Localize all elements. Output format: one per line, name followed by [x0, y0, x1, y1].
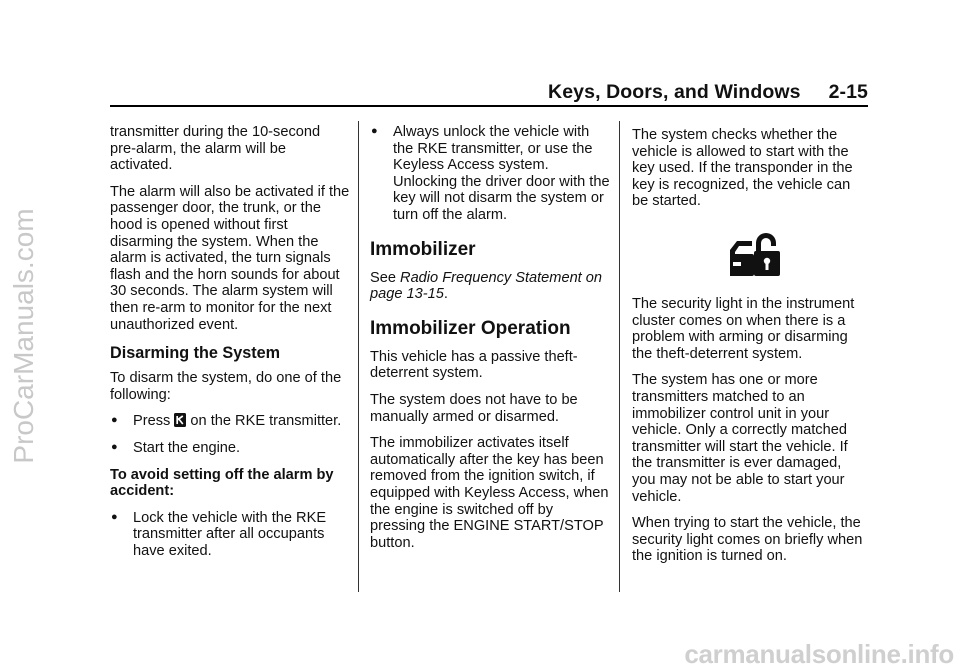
paragraph: transmitter during the 10-second pre-alarm, the alarm will be activated.: [110, 124, 321, 174]
cross-reference-link[interactable]: Radio Frequency Statement on page 13-15: [370, 269, 603, 303]
heading-immobilizer-operation: Immobilizer Operation: [370, 317, 571, 339]
bullet-text-pre: Press: [133, 413, 175, 430]
bullet-item: [110, 510, 350, 560]
bullet-icon: ●: [111, 510, 118, 523]
paragraph: The alarm will also be activated if the passenger door, the trunk, or the hood is opened without first disarming the system. When the alarm is activated, the turn signals flash and the horn sounds for about 30 seconds. The alarm system will then re-arm to monitor for the next unauthorized event.: [110, 183, 350, 333]
column-1: [110, 124, 350, 569]
security-light-icon: [728, 232, 782, 278]
bullet-text: Lock the vehicle with the RKE transmitter after all occupants have exited.: [133, 509, 327, 559]
paragraph: The security light in the instrument cluster comes on when there is a problem with arming or disarming the theft-deterrent system.: [632, 295, 855, 362]
section-title: Keys, Doors, and Windows: [548, 81, 801, 103]
heading-immobilizer: Immobilizer: [370, 238, 476, 260]
page-header: [110, 80, 868, 104]
column-divider-1: [358, 121, 359, 592]
heading-disarming: Disarming the System: [110, 344, 281, 363]
bullet-text: Start the engine.: [133, 439, 241, 456]
bullet-item: [110, 413, 350, 430]
paragraph: The immobilizer activates itself automatically after the key has been removed from the ignition switch, if equipped with Keyless Access, when the engine is switched off by pressing the ENGINE START/STOP button.: [370, 435, 609, 551]
see-end: .: [443, 286, 448, 303]
column-3: [632, 127, 868, 575]
paragraph: The system checks whether the vehicle is allowed to start with the key used. If the transponder in the key is recognized, the vehicle can be started.: [632, 127, 853, 210]
column-divider-2: [619, 121, 620, 592]
bold-paragraph: To avoid setting off the alarm by accident:: [110, 466, 334, 500]
bullet-text: Always unlock the vehicle with the RKE transmitter, or use the Keyless Access system. Unlocking the driver door with the key will not disarm the system or turn off the alarm.: [393, 124, 610, 223]
paragraph: To disarm the system, do one of the following:: [110, 370, 342, 403]
paragraph: This vehicle has a passive theft-deterrent system.: [370, 348, 578, 382]
bottom-watermark: carmanualsonline.info: [684, 639, 954, 669]
column-2: [370, 124, 610, 561]
unlock-key-icon: [174, 413, 186, 427]
page-number: 2-15: [828, 81, 868, 103]
bullet-text-post: on the RKE transmitter.: [186, 413, 342, 430]
bullet-icon: ●: [111, 414, 118, 427]
paragraph: The system has one or more transmitters matched to an immobilizer control unit in your vehicle. Only a correctly matched transmitter will start the vehicle. If the transmitter is ever damaged, you may not be able to start your vehicle.: [632, 372, 848, 505]
bullet-icon: ●: [371, 125, 378, 137]
bullet-item: [370, 124, 610, 224]
paragraph: The system does not have to be manually armed or disarmed.: [370, 391, 578, 425]
bullet-item: [110, 440, 350, 457]
side-watermark-text: ProCarManuals.com: [8, 208, 39, 464]
bullet-icon: ●: [111, 440, 118, 453]
paragraph: When trying to start the vehicle, the security light comes on briefly when the ignition is turned on.: [632, 515, 863, 565]
see-text: See: [370, 269, 401, 286]
header-rule: [110, 105, 868, 107]
paragraph: [370, 270, 610, 303]
